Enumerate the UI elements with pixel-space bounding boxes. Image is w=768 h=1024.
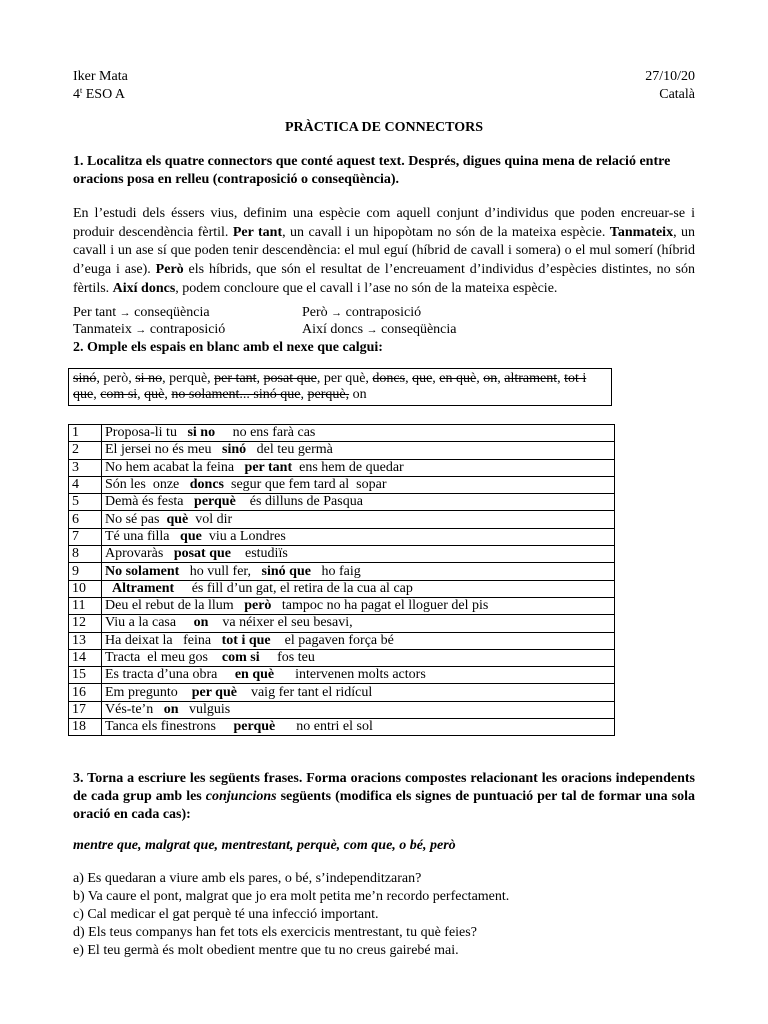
- row-sentence: [102, 580, 615, 597]
- row-number: 16: [69, 684, 102, 701]
- word-bank-item: ,: [300, 387, 308, 402]
- table-row: [69, 511, 615, 528]
- student-name: Iker Mata: [73, 69, 128, 84]
- answer-item: [302, 321, 456, 339]
- table-row: [69, 684, 615, 701]
- answer-item: [302, 304, 421, 322]
- sentence-text: No sé pas: [105, 511, 167, 527]
- sentence-item: a) Es quedaran a viure amb els pares, o bé, s’independitzaran?: [73, 871, 422, 886]
- filled-answer: tot i que: [221, 632, 271, 648]
- sentence-item: e) El teu germà és molt obedient mentre que tu no creus gairebé mai.: [73, 943, 459, 958]
- filled-answer: posat que: [173, 546, 231, 562]
- row-sentence: [102, 563, 615, 580]
- course-number: 4: [73, 87, 80, 102]
- row-number: 5: [69, 494, 102, 511]
- table-row: [69, 425, 615, 442]
- word-bank-used: sinó: [73, 371, 97, 386]
- sentence-text: vulguis: [178, 701, 231, 717]
- sentence-text: Tracta el meu gos: [105, 650, 222, 665]
- sentence-text: el pagaven força bé: [270, 632, 394, 648]
- row-number: 11: [69, 597, 102, 614]
- row-number: 4: [69, 476, 102, 493]
- word-bank-item: ,: [93, 387, 101, 402]
- arrow-icon: →: [119, 307, 131, 319]
- table-row: [69, 546, 615, 563]
- sentence-text: vaig fer tant el ridícul: [236, 684, 373, 700]
- sentence-text: Proposa-li tu: [105, 425, 188, 441]
- word-bank-item: on: [349, 387, 367, 402]
- word-bank-item: ,: [162, 371, 170, 386]
- row-number: 18: [69, 719, 102, 736]
- row-sentence: [102, 719, 615, 736]
- sentence-text: Ha deixat la feina: [105, 632, 222, 648]
- sentence-text: va néixer el seu besavi,: [208, 615, 353, 631]
- answer-row: [73, 304, 695, 321]
- filled-answer: sinó: [222, 442, 247, 458]
- sentence-text: Em pregunto: [105, 684, 192, 700]
- table-row: [69, 528, 615, 545]
- word-bank-used: com si: [100, 387, 138, 402]
- arrow-icon: →: [366, 324, 378, 336]
- conjunctions-list: mentre que, malgrat que, mentrestant, perquè, com que, o bé, però: [73, 838, 456, 853]
- arrow-icon: →: [331, 307, 343, 319]
- word-bank-item: ,: [405, 371, 413, 386]
- row-number: 1: [69, 425, 102, 442]
- sentence-text: ho faig: [310, 563, 361, 579]
- filled-answer: per tant: [244, 459, 293, 475]
- row-number: 13: [69, 632, 102, 649]
- sentence-text: Es tracta d’una obra: [105, 667, 235, 683]
- word-bank-item: ,: [256, 371, 264, 386]
- connector: Tanmateix: [609, 224, 674, 240]
- table-row: [69, 580, 615, 597]
- word-bank-item: ,: [365, 371, 373, 386]
- connector: Així doncs: [112, 280, 176, 296]
- sentence-text: Demà és festa: [105, 494, 195, 510]
- word-bank-item: ,: [137, 387, 145, 402]
- word-bank-item: ,: [128, 371, 136, 386]
- row-sentence: [102, 511, 615, 528]
- word-bank-used: per tant: [214, 371, 257, 386]
- sentence-text: Viu a la casa: [105, 615, 194, 631]
- connector: Però: [155, 262, 184, 278]
- row-number: 3: [69, 459, 102, 476]
- sentence-text: vol dir: [188, 511, 233, 527]
- sentence-text: Tanca els finestrons: [105, 719, 234, 735]
- answer-relation: conseqüència: [134, 305, 210, 320]
- q3-sentences: [73, 870, 509, 960]
- word-bank-used: tot i que: [73, 371, 587, 402]
- table-row: [69, 563, 615, 580]
- table-row: [69, 632, 615, 649]
- sentence-text: és fill d’un gat, el retira de la cua al cap: [174, 580, 413, 596]
- sentence-text: del teu germà: [246, 442, 333, 458]
- answer-row: [73, 321, 695, 338]
- word-bank-item: ,: [96, 371, 104, 386]
- word-bank-item: ,: [164, 387, 172, 402]
- filled-answer: doncs: [189, 477, 224, 493]
- filled-answer: perquè: [194, 494, 236, 510]
- filled-answer: en què: [234, 667, 275, 683]
- table-row: [69, 649, 615, 666]
- row-sentence: [102, 442, 615, 459]
- filled-answer: però: [244, 598, 272, 614]
- sentence-text: és dilluns de Pasqua: [235, 494, 363, 510]
- q3-prompt-italic: conjuncions: [205, 789, 277, 804]
- table-row: [69, 442, 615, 459]
- row-sentence: [102, 667, 615, 684]
- sentence-text: Aprovaràs: [105, 546, 174, 562]
- table-row: [69, 459, 615, 476]
- subject: Català: [659, 87, 695, 102]
- row-sentence: [102, 546, 615, 563]
- sentence-item: c) Cal medicar el gat perquè té una infecció important.: [73, 907, 379, 922]
- sentence-text: Vés-te’n: [105, 701, 164, 717]
- answer-item: [73, 304, 210, 322]
- row-sentence: [102, 528, 615, 545]
- row-sentence: [102, 701, 615, 718]
- word-bank-used: altrament: [504, 371, 558, 386]
- sentence-text: ens hem de quedar: [292, 459, 404, 475]
- row-sentence: [102, 425, 615, 442]
- word-bank-item: ,: [207, 371, 215, 386]
- q1-answers: [73, 304, 695, 338]
- answer-relation: conseqüència: [381, 322, 457, 337]
- sentence-text: No hem acabat la feina: [105, 459, 245, 475]
- word-bank-used: si no: [135, 371, 163, 386]
- word-bank-item: ,: [476, 371, 484, 386]
- q3-prompt: [73, 770, 695, 824]
- row-sentence: [102, 494, 615, 511]
- table-row: [69, 597, 615, 614]
- row-number: 9: [69, 563, 102, 580]
- filled-answer: No solament: [105, 563, 180, 579]
- paragraph-text: els híbrids, que són el resultat de l’encreuament d’individus d’espècies distintes, no són fèrtils.: [73, 262, 695, 296]
- q1-paragraph: [73, 205, 695, 299]
- filled-answer: per què: [191, 684, 237, 700]
- sentence-text: Té una filla: [105, 528, 181, 544]
- sentence-text: Són les onze: [105, 477, 190, 493]
- sentence-text: fos teu: [259, 650, 315, 665]
- row-number: 6: [69, 511, 102, 528]
- header-row-2: [73, 86, 695, 103]
- answer-item: [73, 321, 225, 339]
- filled-answer: sinó que: [261, 563, 311, 579]
- sentence-text: tampoc no ha pagat el lloguer del pis: [271, 598, 489, 614]
- answer-connector: Però: [302, 305, 328, 320]
- q3-prompt-b: següents (modifica els signes de puntuació per tal de formar una sola oració en cada cas):: [73, 789, 695, 822]
- row-number: 14: [69, 649, 102, 666]
- filled-answer: què: [166, 511, 189, 527]
- q2-prompt: 2. Omple els espais en blanc amb el nexe que calgui:: [73, 340, 383, 355]
- sentence-item: b) Va caure el pont, malgrat que jo era molt petita me’n recordo perfectament.: [73, 889, 510, 904]
- paragraph-text: , podem concloure que el cavall i l’ase no són de la mateixa espècie.: [175, 280, 558, 296]
- row-sentence: [102, 459, 615, 476]
- row-sentence: [102, 649, 615, 666]
- filled-answer: Altrament: [112, 580, 175, 596]
- word-bank-item: però: [103, 371, 129, 386]
- exercise-table: [68, 424, 615, 736]
- word-bank-item: ,: [557, 371, 565, 386]
- table-row: [69, 615, 615, 632]
- answer-relation: contraposició: [345, 305, 422, 320]
- sentence-text: no entri el sol: [275, 719, 373, 735]
- sentence-text: El jersei no és meu: [105, 442, 223, 458]
- word-bank-used: no solament... sinó que: [171, 387, 301, 402]
- row-number: 12: [69, 615, 102, 632]
- row-number: 10: [69, 580, 102, 597]
- table-row: [69, 701, 615, 718]
- sentence-text: Deu el rebut de la llum: [105, 598, 245, 614]
- filled-answer: que: [180, 528, 202, 544]
- sentence-item: d) Els teus companys han fet tots els exercicis mentrestant, tu què feies?: [73, 925, 477, 940]
- row-number: 17: [69, 701, 102, 718]
- course-rest: ESO A: [82, 87, 126, 102]
- paragraph-text: En l’estudi dels éssers vius, definim una espècie com aquell conjunt d’individus que poden encreuar-se i produir descendència fèrtil.: [73, 206, 695, 240]
- sentence-text: ho vull fer,: [179, 563, 262, 579]
- filled-answer: on: [193, 615, 209, 631]
- word-bank-item: ,: [432, 371, 440, 386]
- answer-connector: Tanmateix: [73, 322, 132, 337]
- answer-connector: Així doncs: [302, 322, 364, 337]
- date: 27/10/20: [645, 69, 695, 84]
- word-bank-used: en què: [439, 371, 477, 386]
- word-bank-used: que: [412, 371, 433, 386]
- q1-prompt: 1. Localitza els quatre connectors que conté aquest text. Després, digues quina mena de relació entre oracions posa en relleu (contraposició o conseqüència).: [73, 154, 671, 187]
- word-bank-used: doncs: [372, 371, 406, 386]
- word-bank-used: què: [144, 387, 165, 402]
- sentence-text: segur que fem tard al sopar: [224, 477, 387, 493]
- course: [73, 86, 125, 103]
- row-sentence: [102, 615, 615, 632]
- filled-answer: perquè: [233, 719, 276, 735]
- word-bank-used: on: [483, 371, 498, 386]
- row-number: 8: [69, 546, 102, 563]
- filled-answer: si no: [187, 425, 216, 441]
- row-sentence: [102, 684, 615, 701]
- row-sentence: [102, 476, 615, 493]
- header-row-1: [73, 68, 695, 85]
- page-title: PRÀCTICA DE CONNECTORS: [284, 120, 484, 135]
- arrow-icon: →: [135, 324, 147, 336]
- course-sup: t: [80, 86, 83, 95]
- row-number: 15: [69, 667, 102, 684]
- table-row: [69, 476, 615, 493]
- table-row: [69, 667, 615, 684]
- row-sentence: [102, 597, 615, 614]
- row-sentence: [102, 632, 615, 649]
- sentence-text: estudiïs: [231, 546, 288, 562]
- word-bank-item: ,: [497, 371, 505, 386]
- word-bank-used: posat que: [263, 371, 317, 386]
- sentence-text: intervenen molts actors: [274, 667, 426, 683]
- paragraph-text: , un cavall i un ase sí que poden tenir descendència: el mul eguí (híbrid de cavall i somera) o el mul somerí (híbrid d’euga i ase).: [73, 224, 696, 278]
- table-row: [69, 494, 615, 511]
- paragraph-text: , un cavall i un hipopòtam no són de la mateixa espècie.: [282, 224, 610, 240]
- connector: Per tant: [232, 224, 283, 240]
- word-bank-item: perquè: [169, 371, 208, 386]
- filled-answer: on: [163, 701, 179, 717]
- answer-relation: contraposició: [149, 322, 226, 337]
- table-row: [69, 719, 615, 736]
- row-number: 2: [69, 442, 102, 459]
- row-number: 7: [69, 528, 102, 545]
- sentence-text: [105, 581, 112, 596]
- word-bank-item: ,: [316, 371, 324, 386]
- word-bank-item: per què: [323, 371, 366, 386]
- sentence-text: no ens farà cas: [215, 425, 316, 441]
- word-bank-used: perquè,: [307, 387, 350, 402]
- filled-answer: com si: [221, 650, 260, 665]
- sentence-text: viu a Londres: [201, 528, 286, 544]
- answer-connector: Per tant: [73, 305, 117, 320]
- q3-prompt-a: 3. Torna a escriure les següents frases. Forma oracions compostes relacionant les oracions independents de cada grup amb les: [73, 771, 695, 804]
- word-bank: [68, 368, 612, 406]
